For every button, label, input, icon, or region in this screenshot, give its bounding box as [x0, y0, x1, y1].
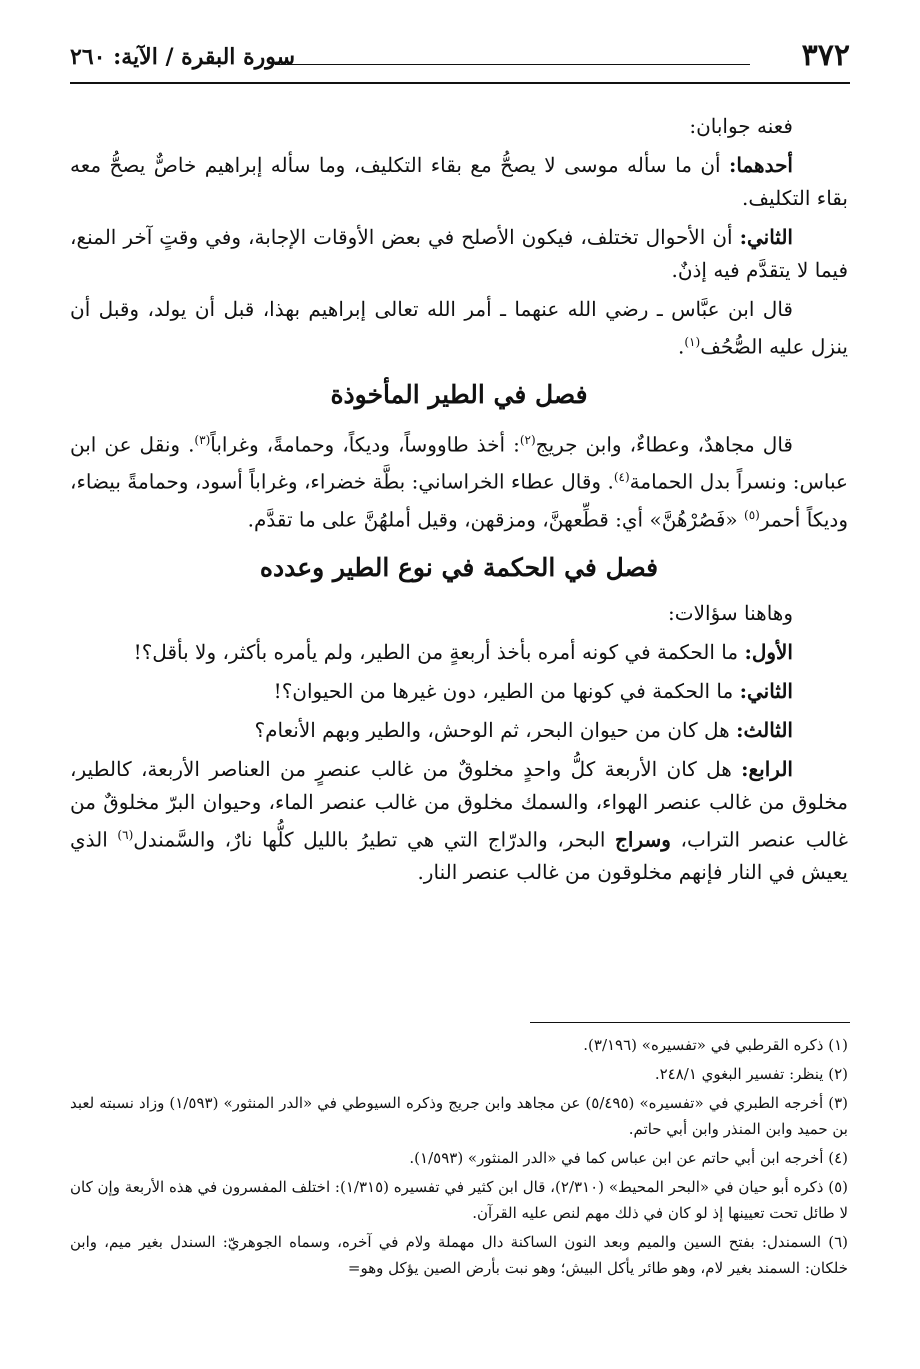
question-three-text: هل كان من حيوان البحر، ثم الوحش، والطير وبهم الأنعام؟: [254, 717, 737, 742]
ibn-abbas-text: قال ابن عبَّاس ـ رضي الله عنهما ـ أمر الله تعالى إبراهيم بهذا، قبل أن يولد، وقبل أن ينزل عليه الصُّحُف: [70, 297, 848, 359]
birds-paragraph: [70, 424, 848, 537]
birds-text-3: . ونقل عن ابن عباس: ونسراً بدل الحمامة: [70, 432, 848, 494]
intro-line: فعنه جوابان:: [689, 114, 793, 138]
footnote-ref-2[interactable]: (٢): [519, 432, 536, 447]
question-four-text-1: هل كان الأربعة كلُّ واحدٍ مخلوقٌ من غالب عنصرٍ من العناصر الأربعة، كالطير، مخلوق من غالب عنصر الهواء، والسمك مخلوق من غالب عنصر الماء، وحيوان البرّ مخلوقٌ من غالب عنصر التراب،: [70, 756, 848, 852]
footnote-separator: [530, 1022, 850, 1023]
birds-text-1: قال مجاهدٌ، وعطاءٌ، وابن جريج: [535, 432, 793, 457]
answer-one-text: أن ما سأله موسى لا يصحُّ مع بقاء التكليف، وما سأله إبراهيم خاصٌّ يصحُّ معه بقاء التكليف.: [70, 153, 848, 210]
answer-two: [70, 221, 848, 287]
footnote-3: (٣) أخرجه الطبري في «تفسيره» (٥/٤٩٥) عن مجاهد وابن جريج وذكره السيوطي في «الدر المنثور» (١/٥٩٣) وزاد نسبته لعبد بن حميد وابن المنذر وابن أبي حاتم.: [70, 1094, 849, 1138]
question-four-bold: وسراج: [615, 827, 671, 852]
header-rule: [70, 82, 850, 84]
question-one: [70, 636, 848, 669]
footnote-6: (٦) السمندل: بفتح السين والميم وبعد النون الساكنة دال مهملة ولام في آخره، وسماه الجوهريّ: السندل بغير ميم، وابن خلكان: السمند بغير لام، وهو طائر يأكل البيش؛ وهو نبت بأرض الصين يؤكل وهو=: [70, 1233, 848, 1277]
footnote-ref-6[interactable]: (٦): [117, 827, 134, 842]
answer-two-text: أن الأحوال تختلف، فيكون الأصلح في بعض الأوقات الإجابة، وفي وقتٍ آخر المنع، فيما لا يتقدَّم فيه إذنٌ.: [70, 225, 848, 282]
question-two-label: الثاني:: [739, 678, 793, 703]
answer-one-label: أحدهما:: [728, 153, 793, 177]
questions-intro: وهاهنا سؤالات:: [668, 600, 793, 625]
birds-text-5: «فَصُرْهُنَّ» أي: قطِّعهنَّ، ومزقهن، وقيل أملهُنَّ على ما تقدَّم.: [247, 507, 745, 532]
footnote-2: (٢) ينظر: تفسير البغوي ٢٤٨/١.: [654, 1065, 848, 1083]
question-four-text-2: البحر، والدرّاج التي هي تطيرُ بالليل كلُّها نارٌ، والسَّمندل: [133, 827, 616, 852]
header-mid-rule: [275, 64, 750, 65]
section-heading-wisdom: فصل في الحكمة في نوع الطير وعدده: [259, 552, 659, 582]
question-one-label: الأول:: [744, 639, 793, 664]
page-number: ٣٧٢: [801, 38, 850, 73]
ibn-abbas-end: .: [678, 334, 685, 359]
question-three: [70, 714, 848, 747]
section-heading-birds: فصل في الطير المأخوذة: [330, 379, 588, 409]
question-three-label: الثالث:: [736, 717, 793, 742]
footnotes: [70, 1032, 848, 1284]
question-two-text: ما الحكمة في كونها من الطير، دون غيرها من الحيوان؟!: [273, 678, 740, 703]
main-text: [70, 110, 848, 895]
ibn-abbas-paragraph: [70, 293, 848, 364]
footnote-ref-5[interactable]: (٥): [744, 507, 760, 522]
answer-one: [70, 149, 848, 215]
running-title: سورة البقرة / الآية: ٢٦٠: [70, 44, 296, 70]
question-four-text-3: الذي يعيش في النار فإنهم مخلوقون من غالب عنصر النار.: [70, 827, 848, 885]
page-header: [70, 30, 850, 88]
footnote-5: (٥) ذكره أبو حيان في «البحر المحيط» (٢/٣١٠)، قال ابن كثير في تفسيره (١/٣١٥): اختلف المفسرون في هذه الأربعة وإن كان لا طائل تحت تعيينها إذ لو كان في ذلك مهم لنص عليه القرآن.: [70, 1178, 849, 1222]
birds-text-4: . وقال عطاء الخراساني: بطَّة خضراء، وغراباً أسود، وحمامةً بيضاء، وديكاً أحمر: [70, 469, 848, 532]
birds-text-2: : أخذ طاووساً، وديكاً، وحمامةً، وغراباً: [210, 432, 520, 457]
footnote-ref-1[interactable]: (١): [684, 335, 701, 349]
answer-two-label: الثاني:: [739, 225, 793, 249]
question-two: [70, 675, 848, 708]
footnote-ref-4[interactable]: (٤): [613, 470, 630, 485]
question-one-text: ما الحكمة في كونه أمره بأخذ أربعةٍ من الطير، ولم يأمره بأكثر، ولا بأقل؟!: [133, 639, 745, 664]
question-four-label: الرابع:: [741, 756, 793, 781]
question-four: [70, 753, 848, 890]
footnote-1: (١) ذكره القرطبي في «تفسيره» (٣/١٩٦).: [583, 1036, 848, 1054]
footnote-4: (٤) أخرجه ابن أبي حاتم عن ابن عباس كما في «الدر المنثور» (١/٥٩٣).: [409, 1149, 848, 1167]
footnote-ref-3[interactable]: (٣): [194, 432, 211, 447]
